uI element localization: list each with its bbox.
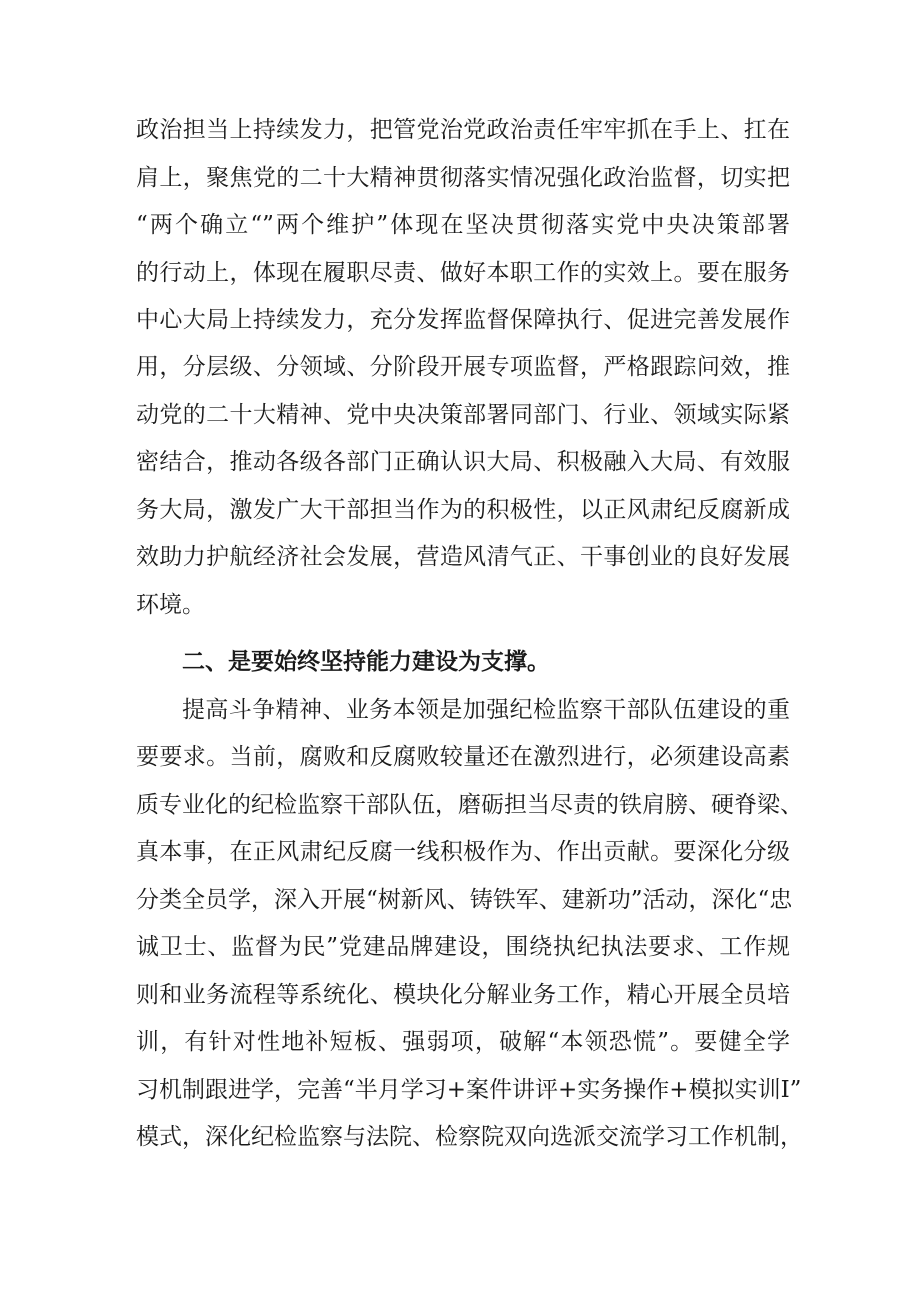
paragraph2-line: 习机制跟进学，完善“半月学习+案件讲评+实务操作+模拟实训I”: [136, 1077, 802, 1103]
paragraph2-line: 要要求。当前，腐败和反腐败较量还在激烈进行，必须建设高素: [136, 744, 790, 770]
paragraph1-line: 密结合，推动各级各部门正确认识大局、积极融入大局、有效服: [136, 449, 790, 475]
paragraph1-line: 的行动上，体现在履职尽责、做好本职工作的实效上。要在服务: [136, 260, 790, 286]
paragraph1-line: 动党的二十大精神、党中央决策部署同部门、行业、领域实际紧: [136, 402, 790, 428]
paragraph1-line: “两个确立“”两个维护”体现在坚决贯彻落实党中央决策部署: [136, 212, 790, 238]
paragraph1-line: 中心大局上持续发力，充分发挥监督保障执行、促进完善发展作: [136, 307, 790, 333]
paragraph2-line: 质专业化的纪检监察干部队伍，磨砺担当尽责的铁肩膀、硬脊梁、: [136, 792, 803, 818]
paragraph1-line: 用，分层级、分领域、分阶段开展专项监督，严格跟踪问效，推: [136, 354, 790, 380]
paragraph2-line: 诚卫士、监督为民”党建品牌建设，围绕执纪执法要求、工作规: [136, 934, 790, 960]
paragraph1-line: 效助力护航经济社会发展，营造风清气正、干事创业的良好发展: [136, 544, 790, 570]
paragraph2-line: 分类全员学，深入开展“树新风、铸铁军、建新功”活动，深化“忠: [136, 887, 793, 913]
paragraph1-line: 环境。: [136, 592, 205, 618]
paragraph2-line: 模式，深化纪检监察与法院、检察院双向选派交流学习工作机制，: [136, 1124, 803, 1150]
paragraph2-line: 训，有针对性地补短板、强弱项，破解“本领恐慌”。要健全学: [136, 1029, 790, 1055]
paragraph1-line: 政治担当上持续发力，把管党治党政治责任牢牢抓在手上、扛在: [136, 117, 790, 143]
paragraph2-line: 提高斗争精神、业务本领是加强纪检监察干部队伍建设的重: [182, 697, 790, 723]
paragraph1-line: 肩上，聚焦党的二十大精神贯彻落实情况强化政治监督，切实把: [136, 165, 790, 191]
paragraph2-line: 则和业务流程等系统化、模块化分解业务工作，精心开展全员培: [136, 982, 790, 1008]
paragraph2-line: 真本事，在正风肃纪反腐一线积极作为、作出贡献。要深化分级: [136, 839, 790, 865]
section-heading: 二、是要始终坚持能力建设为支撑。: [182, 649, 550, 675]
paragraph1-line: 务大局，激发广大干部担当作为的积极性，以正风肃纪反腐新成: [136, 497, 790, 523]
